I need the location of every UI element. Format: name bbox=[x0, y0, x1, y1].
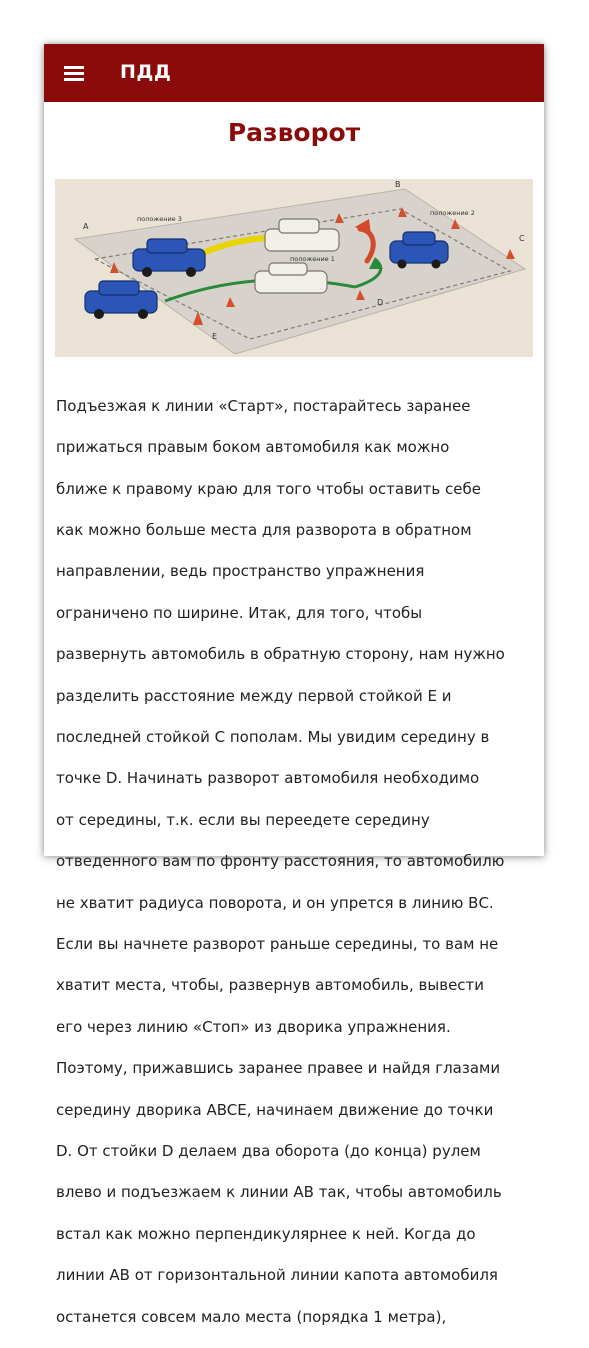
article-line: развернуть автомобиль в обратную сторону, нам нужно bbox=[56, 645, 505, 664]
article-line: влево и подъезжаем к линии AB так, чтобы автомобиль bbox=[56, 1183, 502, 1202]
app-bar-title: ПДД bbox=[120, 61, 172, 83]
point-label-e: E bbox=[212, 332, 218, 341]
point-label-d: D bbox=[377, 298, 384, 307]
article-line: направлении, ведь пространство упражнения bbox=[56, 562, 425, 581]
article-line: как можно больше места для разворота в обратном bbox=[56, 520, 472, 539]
app-bar bbox=[44, 44, 544, 102]
point-label-a: A bbox=[83, 222, 89, 231]
article-line: прижаться правым боком автомобиля как можно bbox=[56, 438, 450, 457]
position-2-label: положение 2 bbox=[430, 209, 475, 217]
article-line: встал как можно перпендикулярнее к ней. Когда до bbox=[56, 1224, 476, 1243]
article-line: ограничено по ширине. Итак, для того, чтобы bbox=[56, 603, 423, 622]
article-text bbox=[56, 375, 536, 1348]
article-line: разделить расстояние между первой стойкой E и bbox=[56, 686, 452, 705]
article-line: Если вы начнете разворот раньше середины, то вам не bbox=[56, 934, 499, 953]
article-line: останется совсем мало места (порядка 1 метра), bbox=[56, 1307, 447, 1326]
article-line: последней стойкой C пополам. Мы увидим середину в bbox=[56, 727, 490, 746]
point-label-b: B bbox=[395, 180, 401, 189]
position-1-label: положение 1 bbox=[290, 255, 335, 263]
app-screen bbox=[44, 44, 544, 1326]
article-line: точке D. Начинать разворот автомобиля необходимо bbox=[56, 769, 480, 788]
article-line: линии AB от горизонтальной линии капота автомобиля bbox=[56, 1266, 498, 1285]
article-line: хватит места, чтобы, развернув автомобиль, вывести bbox=[56, 976, 485, 995]
position-3-label: положение 3 bbox=[137, 215, 182, 223]
turnaround-diagram-image bbox=[55, 179, 533, 357]
content-scroll-area[interactable] bbox=[44, 102, 544, 1326]
article-line: отведенного вам по фронту расстояния, то автомобилю bbox=[56, 852, 505, 871]
article-line: его через линию «Стоп» из дворика упражнения. bbox=[56, 1017, 451, 1036]
article-line: середину дворика ABCE, начинаем движение до точки bbox=[56, 1100, 494, 1119]
article-line: ближе к правому краю для того чтобы оставить себе bbox=[56, 479, 481, 498]
article-line: Поэтому, прижавшись заранее правее и найдя глазами bbox=[56, 1059, 501, 1078]
article-line: D. От стойки D делаем два оборота (до конца) рулем bbox=[56, 1142, 481, 1161]
article-line: Подъезжая к линии «Старт», постарайтесь заранее bbox=[56, 396, 471, 415]
hamburger-menu-icon[interactable] bbox=[64, 66, 84, 80]
article-line: от середины, т.к. если вы переедете середину bbox=[56, 810, 430, 829]
page-title: Разворот bbox=[227, 118, 361, 147]
point-label-c: C bbox=[519, 234, 525, 243]
article-line: не хватит радиуса поворота, и он упрется в линию ВС. bbox=[56, 893, 494, 912]
